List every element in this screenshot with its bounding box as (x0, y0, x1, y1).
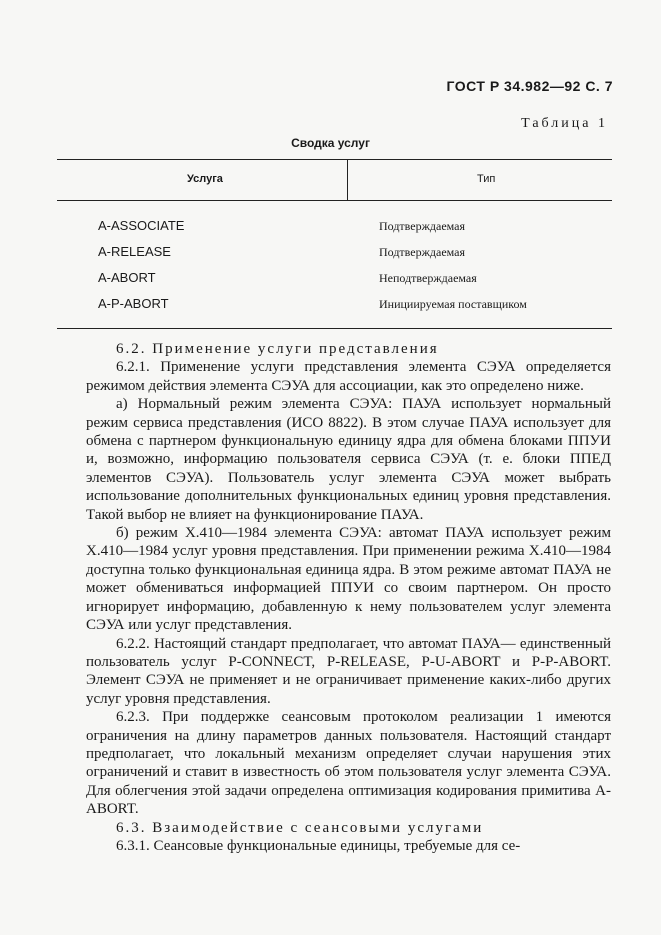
paragraph: 6.2.3. При поддержке сеансовым протоколом реализации 1 имеются ограничения на длину параметров данных пользователя. Настоящий стандарт предполагает, что локальный механизм определяет случаи нарушения этих ограничений и ставит в известность об этом пользователя услуг элемента СЭУА. Для облегчения этой задачи определена оптимизация кодирования примитива A-ABORT. (86, 709, 611, 818)
service-type: Подтверждаемая (379, 219, 465, 233)
paragraph: б) режим X.410—1984 элемента СЭУА: автомат ПАУА использует режим X.410—1984 услуг уровня представления. При применении режима X.410—1984 доступна только функциональная единица ядра. В этом режиме автомат ПАУА не может обмениваться информацией ППУИ со своим партнером. Он просто игнорирует информацию, добавленную к нему пользователем услуг элемента СЭУА или услуг представления. (86, 525, 611, 634)
service-name: A-ABORT (98, 270, 156, 285)
service-type: Инициируемая поставщиком (379, 297, 527, 311)
column-header-service: Услуга (187, 173, 223, 185)
service-type: Подтверждаемая (379, 245, 465, 259)
page-header: ГОСТ Р 34.982—92 С. 7 (446, 78, 613, 94)
paragraph: 6.3.1. Сеансовые функциональные единицы, требуемые для се- (116, 837, 521, 854)
service-name: A-ASSOCIATE (98, 218, 185, 233)
paragraph: 6.2.1. Применение услуги представления элемента СЭУА определяется режимом действия элемента СЭУА для ассоциации, как это определено ниже. (86, 359, 611, 394)
table-label: Таблица 1 (521, 116, 608, 131)
services-table (57, 159, 612, 329)
service-name: A-RELEASE (98, 244, 171, 259)
service-type: Неподтверждаемая (379, 271, 477, 285)
column-header-type: Тип (477, 173, 496, 185)
service-name: A-P-ABORT (98, 296, 169, 311)
table-row (57, 218, 612, 244)
header-rule (57, 200, 612, 201)
section-heading: 6.3. Взаимодействие с сеансовыми услугами (116, 819, 484, 836)
section-heading: 6.2. Применение услуги представления (116, 341, 439, 357)
table-row (57, 270, 612, 296)
table-title: Сводка услуг (291, 136, 370, 150)
body-text (86, 340, 611, 855)
table-row (57, 296, 612, 322)
column-divider (347, 160, 348, 200)
table-row (57, 244, 612, 270)
paragraph: а) Нормальный режим элемента СЭУА: ПАУА использует нормальный режим сервиса представления (ИСО 8822). В этом случае ПАУА использует для обмена с партнером функциональную единицу ядра для обмена блоками ППУИ и, возможно, информацию пользователя сервиса СЭУА (т. е. блоки ППЕД элементов СЭУА). Пользователь услуг элемента СЭУА может выбрать использование дополнительных функциональных единиц уровня представления. Такой выбор не влияет на функционирование ПАУА. (86, 396, 611, 523)
paragraph: 6.2.2. Настоящий стандарт предполагает, что автомат ПАУА— единственный пользователь услуг P-CONNECT, P-RELEASE, P-U-ABORT и P-P-ABORT. Элемент СЭУА не применяет и не ограничивает применение каких-либо других услуг уровня представления. (86, 635, 611, 707)
